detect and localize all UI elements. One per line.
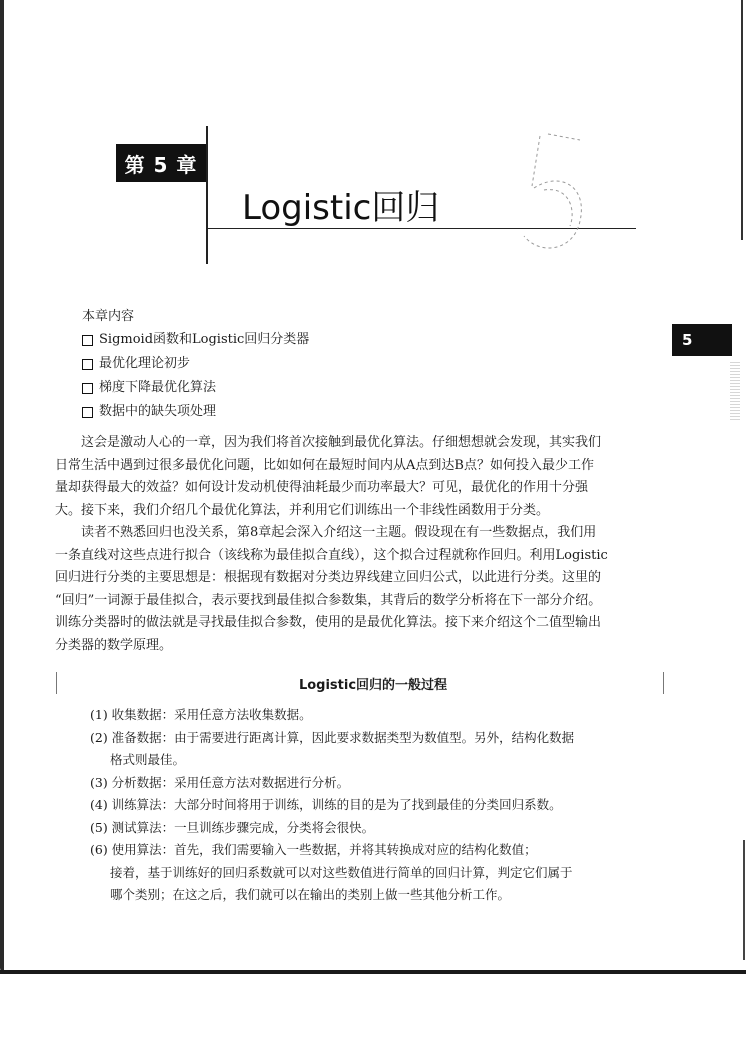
process-step-continued: 哪个类别；在这之后，我们就可以在输出的类别上做一些其他分析工作。	[110, 887, 511, 902]
process-step: (6) 使用算法：首先，我们需要输入一些数据，并将其转换成对应的结构化数值；	[90, 842, 537, 857]
scan-left-edge	[0, 0, 4, 972]
checkbox-icon	[82, 383, 93, 394]
process-box-left-edge	[56, 672, 57, 694]
scan-speckle	[730, 360, 740, 420]
checkbox-icon	[82, 407, 93, 418]
contents-item: 梯度下降最优化算法	[82, 376, 309, 400]
scan-bottom-edge	[0, 970, 746, 974]
scan-right-edge	[741, 0, 743, 240]
contents-item: 最优化理论初步	[82, 352, 309, 376]
contents-list	[82, 328, 309, 424]
contents-heading: 本章内容	[82, 309, 135, 324]
process-step: (4) 训练算法：大部分时间将用于训练，训练的目的是为了找到最佳的分类回归系数。	[90, 797, 562, 812]
body-paragraph-2: 读者不熟悉回归也没关系，第8章起会深入介绍这一主题。假设现在有一些数据点，我们用 一条直线对这些点进行拟合（该线称为最佳拟合直线），这个拟合过程就称作回归。利用Logistic 回归进行分类的主要思想是：根据现有数据对分类边界线建立回归公式，以此进行分类。这里的 “回归”一词源于最佳拟合，表示要找到最佳拟合参数集，其背后的数学分析将在下一部分介绍。 训练分类器时的做法就是寻找最佳拟合参数，使用的是最优化算法。接下来介绍这个二值型输出 分类器的数学原理。	[55, 525, 608, 653]
process-step: (2) 准备数据：由于需要进行距离计算，因此要求数据类型为数值型。另外，结构化数据	[90, 729, 575, 745]
contents-item: 数据中的缺失项处理	[82, 400, 309, 424]
process-box-title: Logistic回归的一般过程	[298, 678, 448, 693]
chapter-vertical-rule	[206, 126, 208, 264]
process-step-continued: 格式则最佳。	[110, 752, 186, 767]
chapter-badge: 第 5 章	[116, 144, 206, 182]
process-step: (5) 测试算法：一旦训练步骤完成，分类将会很快。	[90, 819, 375, 835]
chapter-title: Logistic回归	[242, 188, 440, 228]
checkbox-icon	[82, 359, 93, 370]
process-step: (3) 分析数据：采用任意方法对数据进行分析。	[90, 774, 350, 790]
body-paragraph-1: 这会是激动人心的一章，因为我们将首次接触到最优化算法。仔细想想就会发现，其实我们 日常生活中遇到过很多最优化问题，比如如何在最短时间内从A点到达B点？如何投入最少工作 量却获得最大的效益？如何设计发动机使得油耗最少而功率最大？可见，最优化的作用十分强 大。接下来，我们介绍几个最优化算法，并利用它们训练出一个非线性函数用于分类。	[55, 435, 602, 518]
contents-item: Sigmoid函数和Logistic回归分类器	[82, 328, 309, 352]
process-steps	[90, 704, 650, 907]
process-box-right-edge	[663, 672, 664, 694]
checkbox-icon	[82, 335, 93, 346]
process-step-continued: 接着，基于训练好的回归系数就可以对这些数值进行简单的回归计算，判定它们属于	[110, 864, 573, 880]
scan-right-edge-lower	[743, 840, 745, 960]
chapter-thumb-tab: 5	[672, 324, 732, 356]
process-step: (1) 收集数据：采用任意方法收集数据。	[90, 707, 312, 722]
decorative-five-icon	[510, 126, 600, 266]
